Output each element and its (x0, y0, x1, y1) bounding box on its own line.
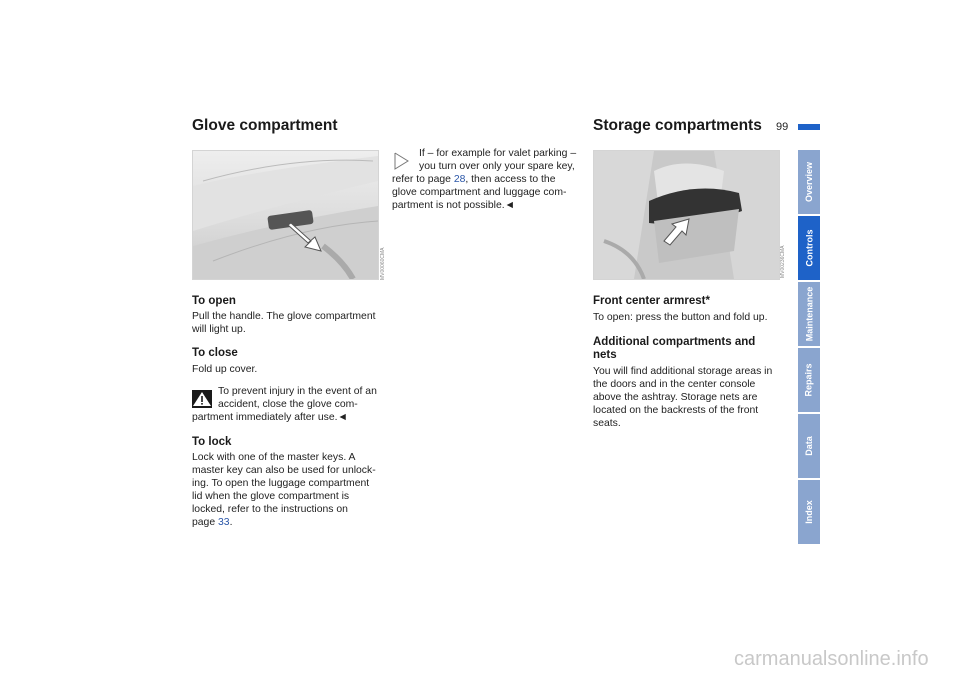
to-close-heading: To close (192, 347, 238, 359)
header-blue-bar (798, 124, 820, 130)
glove-compartment-photo (192, 150, 379, 280)
to-close-text: Fold up cover. (192, 364, 258, 375)
note-line-3 (392, 174, 555, 187)
tab-overview[interactable]: Overview (798, 150, 820, 214)
glove-compartment-title: Glove compartment (192, 117, 338, 134)
to-lock-line-3: ing. To open the luggage compartment (192, 478, 370, 489)
armrest-photo (593, 150, 780, 280)
additional-heading-2: nets (593, 349, 617, 361)
tab-controls[interactable]: Controls (798, 216, 820, 280)
page-number: 99 (776, 121, 789, 133)
to-open-line-2: will light up. (192, 324, 246, 335)
note-then: , then access to the (465, 174, 556, 185)
to-lock-line-6 (192, 517, 232, 530)
section-tabs (798, 150, 820, 544)
tab-repairs[interactable]: Repairs (798, 348, 820, 412)
warning-line-3: partment immediately after use.◄ (192, 412, 348, 423)
page-word: page (192, 517, 219, 528)
page-28-link[interactable]: 28 (453, 174, 466, 185)
additional-line-1: You will find additional storage areas in (593, 366, 773, 377)
warning-icon (192, 390, 212, 408)
footer-watermark: carmanualsonline.info (734, 648, 929, 670)
to-lock-line-2: master key can also be used for unlock- (192, 465, 376, 476)
to-lock-line-5: locked, refer to the instructions on (192, 504, 348, 515)
note-refer: refer to page (392, 174, 454, 185)
additional-line-2: the doors and in the center console (593, 379, 756, 390)
warning-line-2: accident, close the glove com- (218, 399, 358, 410)
armrest-text: To open: press the button and fold up. (593, 312, 768, 323)
additional-heading-1: Additional compartments and (593, 336, 756, 348)
to-lock-line-4: lid when the glove compartment is (192, 491, 350, 502)
note-icon (393, 152, 411, 170)
page-33-link[interactable]: 33 (218, 517, 230, 528)
to-open-heading: To open (192, 295, 236, 307)
note-line-4: glove compartment and luggage com- (392, 187, 567, 198)
additional-line-5: seats. (593, 418, 621, 429)
photo-code-left: MV00060CMA (380, 247, 386, 280)
to-lock-line-1: Lock with one of the master keys. A (192, 452, 356, 463)
tab-data[interactable]: Data (798, 414, 820, 478)
tab-maintenance[interactable]: Maintenance (798, 282, 820, 346)
to-open-line-1: Pull the handle. The glove compartment (192, 311, 376, 322)
storage-compartments-title: Storage compartments (593, 117, 762, 134)
warning-line-1: To prevent injury in the event of an (218, 386, 377, 397)
photo-code-right: MV00236CMA (780, 245, 786, 278)
note-line-1: If – for example for valet parking – (419, 148, 577, 159)
additional-line-3: above the ashtray. Storage nets are (593, 392, 758, 403)
period: . (229, 517, 233, 528)
to-lock-heading: To lock (192, 436, 232, 448)
note-line-5: partment is not possible.◄ (392, 200, 515, 211)
note-line-2: you turn over only your spare key, (419, 161, 575, 172)
tab-index[interactable]: Index (798, 480, 820, 544)
armrest-heading: Front center armrest* (593, 295, 710, 307)
additional-line-4: located on the backrests of the front (593, 405, 759, 416)
